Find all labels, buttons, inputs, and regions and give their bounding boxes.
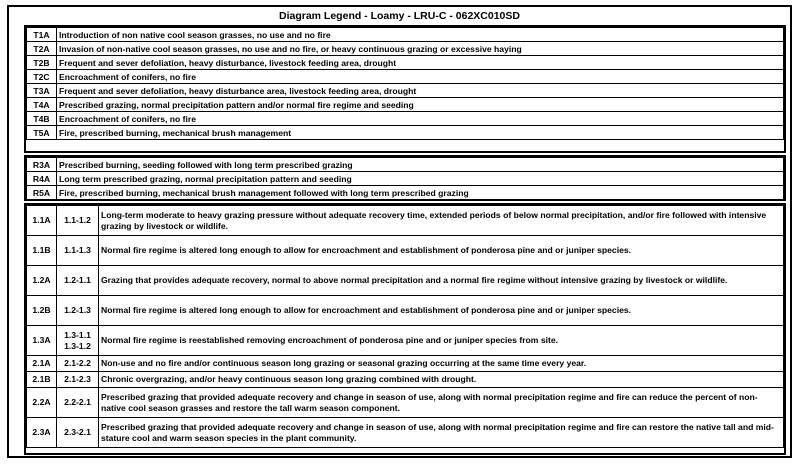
table-row (27, 98, 784, 112)
table-row (27, 266, 784, 296)
pathway-text: Normal fire regime is altered long enough to allow for encroachment and establishment of ponderosa pine and or juniper species. (99, 296, 784, 326)
transition-text: Encroachment of conifers, no fire (57, 70, 784, 84)
table-row (27, 28, 784, 42)
pathway-text: Non-use and no fire and/or continuous season long grazing or seasonal grazing occurring at the same time every year. (99, 356, 784, 372)
restoration-code: R3A (27, 158, 57, 172)
table-row (27, 112, 784, 126)
pathway-text: Prescribed grazing that provided adequate recovery and change in season of use, along with normal precipitation regime and fire can restore the native tall and mid-stature cool and warm season species in the plant community. (99, 418, 784, 448)
pathway-states: 2.2-2.1 (57, 388, 99, 418)
pathway-states: 2.1-2.3 (57, 372, 99, 388)
transition-text: Introduction of non native cool season grasses, no use and no fire (57, 28, 784, 42)
pathway-code: 1.2B (27, 296, 57, 326)
table-row (27, 172, 784, 186)
pathway-text: Grazing that provides adequate recovery, normal to above normal precipitation and a normal fire regime without intensive grazing by livestock or wildlife. (99, 266, 784, 296)
pathway-code: 1.1A (27, 206, 57, 236)
table-row (27, 326, 784, 356)
pathway-text: Normal fire regime is altered long enough to allow for encroachment and establishment of ponderosa pine and or juniper species. (99, 236, 784, 266)
transition-code: T3A (27, 84, 57, 98)
table-row (27, 356, 784, 372)
restorations-section (24, 155, 786, 201)
transition-code: T4A (27, 98, 57, 112)
table-row (27, 42, 784, 56)
transition-code: T2A (27, 42, 57, 56)
table-row (27, 70, 784, 84)
pathway-text: Chronic overgrazing, and/or heavy continuous season long grazing combined with drought. (99, 372, 784, 388)
pathway-code: 1.2A (27, 266, 57, 296)
transitions-table (26, 27, 784, 140)
table-row (27, 84, 784, 98)
restoration-text: Fire, prescribed burning, mechanical brush management followed with long term prescribed grazing (57, 186, 784, 200)
transitions-section (24, 25, 786, 153)
pathway-code: 1.3A (27, 326, 57, 356)
pathways-section (24, 203, 786, 455)
pathway-states: 1.2-1.3 (57, 296, 99, 326)
pathway-state-2: 1.3-1.2 (64, 340, 91, 351)
restoration-text: Prescribed burning, seeding followed with long term prescribed grazing (57, 158, 784, 172)
transition-code: T1A (27, 28, 57, 42)
table-row (27, 126, 784, 140)
pathway-code: 2.3A (27, 418, 57, 448)
table-row (27, 372, 784, 388)
table-row (27, 236, 784, 266)
table-row (27, 158, 784, 172)
pathway-text: Normal fire regime is reestablished removing encroachment of ponderosa pine and or juniper species from site. (99, 326, 784, 356)
pathway-code: 2.1B (27, 372, 57, 388)
table-row (27, 388, 784, 418)
transition-code: T2C (27, 70, 57, 84)
pathway-states: 2.3-2.1 (57, 418, 99, 448)
transition-text: Encroachment of conifers, no fire (57, 112, 784, 126)
pathway-state-1: 1.3-1.1 (64, 330, 91, 340)
pathway-code: 2.2A (27, 388, 57, 418)
pathway-text: Prescribed grazing that provided adequate recovery and change in season of use, along with normal precipitation regime and fire can reduce the percent of non-native cool season grasses and restore the tall warm season component. (99, 388, 784, 418)
pathway-states: 1.1-1.3 (57, 236, 99, 266)
table-row (27, 206, 784, 236)
pathway-text: Long-term moderate to heavy grazing pressure without adequate recovery time, extended periods of below normal precipitation, and/or fire followed with intensive grazing by livestock or wildlife. (99, 206, 784, 236)
pathways-table (26, 205, 784, 448)
table-row (27, 56, 784, 70)
table-row (27, 296, 784, 326)
table-row (27, 418, 784, 448)
restoration-code: R4A (27, 172, 57, 186)
restorations-table (26, 157, 784, 200)
pathway-code: 2.1A (27, 356, 57, 372)
table-row (27, 186, 784, 200)
transition-code: T4B (27, 112, 57, 126)
transition-code: T5A (27, 126, 57, 140)
transition-text: Frequent and sever defoliation, heavy disturbance area, livestock feeding area, drought (57, 84, 784, 98)
pathway-states (57, 326, 99, 356)
legend-frame (7, 5, 792, 458)
transition-text: Invasion of non-native cool season grasses, no use and no fire, or heavy continuous grazing or excessive haying (57, 42, 784, 56)
legend-title: Diagram Legend - Loamy - LRU-C - 062XC010SD (279, 10, 520, 22)
pathway-states: 2.1-2.2 (57, 356, 99, 372)
transition-text: Fire, prescribed burning, mechanical brush management (57, 126, 784, 140)
restoration-code: R5A (27, 186, 57, 200)
transition-text: Frequent and sever defoliation, heavy disturbance, livestock feeding area, drought (57, 56, 784, 70)
transition-code: T2B (27, 56, 57, 70)
pathway-states: 1.1-1.2 (57, 206, 99, 236)
restoration-text: Long term prescribed grazing, normal precipitation pattern and seeding (57, 172, 784, 186)
pathway-states: 1.2-1.1 (57, 266, 99, 296)
pathway-code: 1.1B (27, 236, 57, 266)
transition-text: Prescribed grazing, normal precipitation pattern and/or normal fire regime and seeding (57, 98, 784, 112)
